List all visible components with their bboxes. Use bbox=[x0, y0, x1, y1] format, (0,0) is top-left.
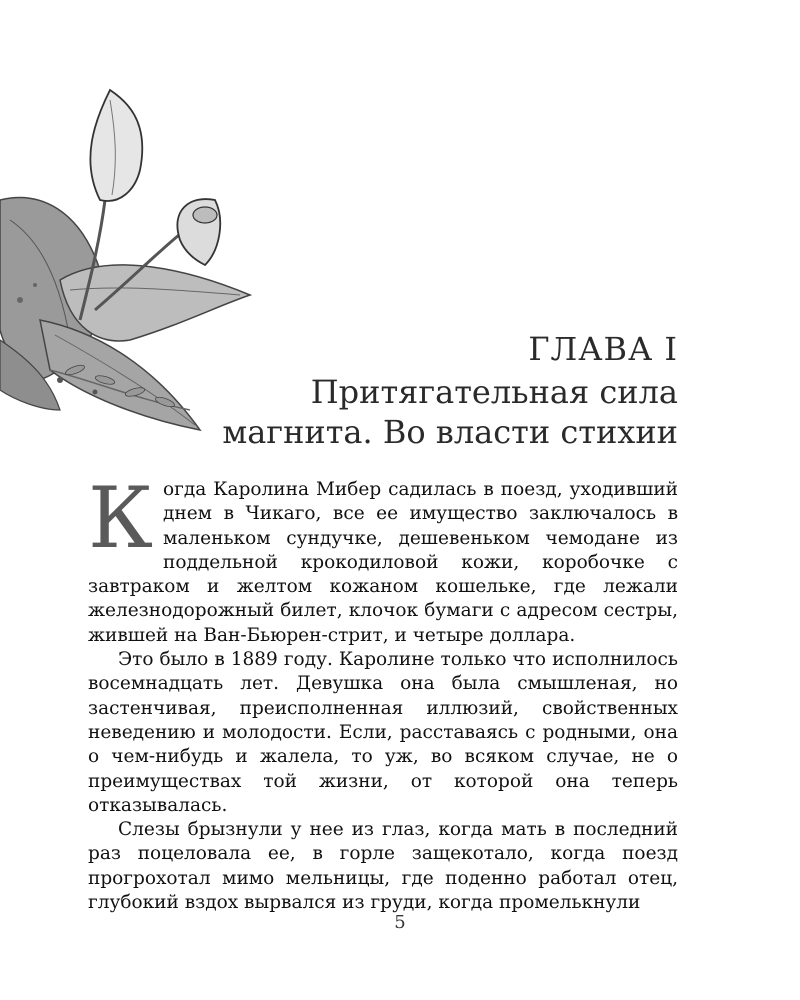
chapter-title-line-1: Притягательная сила bbox=[310, 373, 678, 411]
page-number: 5 bbox=[394, 912, 406, 933]
chapter-body bbox=[88, 469, 678, 915]
paragraph-1-text: огда Каролина Мибер садилась в поезд, уходивший днем в Чикаго, все ее имущество заключалось в маленьком сундучке, дешевеньком чемодане из поддельной крокодиловой кожи, коробочке с завтраком и желтом кожаном кошельке, где лежали железнодорожный билет, клочок бумаги с адресом сестры, жившей на Ван-Бьюрен-стрит, и четыре доллара. bbox=[88, 479, 678, 646]
chapter-title-line-2: магнита. Во власти стихии bbox=[222, 413, 678, 451]
chapter-number: ГЛАВА I bbox=[528, 330, 678, 368]
paragraph-1 bbox=[88, 469, 678, 648]
drop-cap: К bbox=[88, 469, 154, 567]
chapter-title bbox=[118, 372, 678, 452]
paragraph-3: Слезы брызнули у нее из глаз, когда мать в последний раз поцеловала ее, в горле защекотало, когда поезд прогрохотал мимо мельницы, где поденно работал отец, глубокий вздох вырвался из груди, когда промелькнули bbox=[88, 819, 678, 914]
paragraph-2: Это было в 1889 году. Каролине только что исполнилось восемнадцать лет. Девушка она была смышленая, но застенчивая, преисполненная иллюзий, свойственных неведению и молодости. Если, расставаясь с родными, она о чем-нибудь и жалела, то уж, во всяком случае, не о преимуществах той жизни, от которой она теперь отказывалась. bbox=[88, 649, 678, 816]
